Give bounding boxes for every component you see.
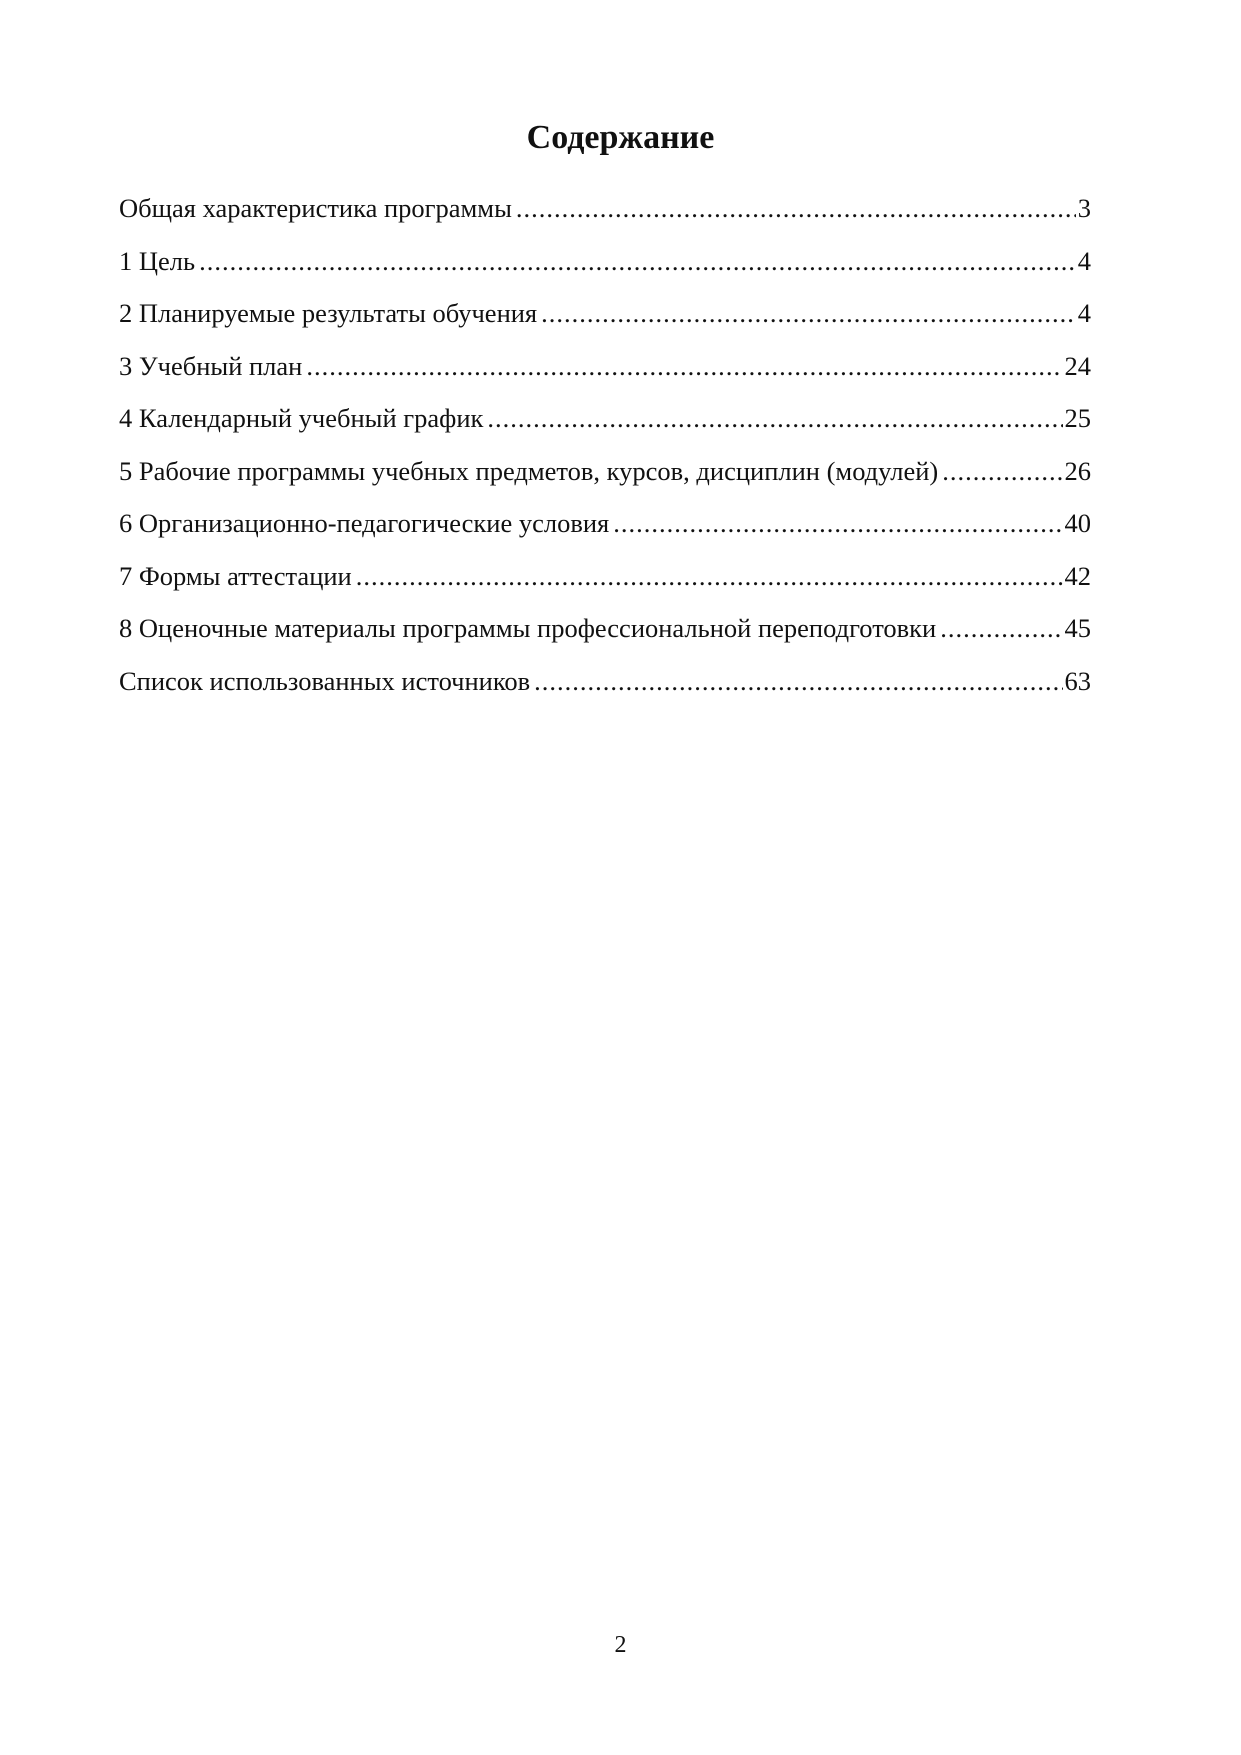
toc-entry-page: 25 <box>1064 403 1091 433</box>
toc-entry[interactable] <box>119 665 1091 718</box>
toc-entry-text: 4 Календарный учебный график <box>119 403 484 433</box>
toc-entry-page: 3 <box>1077 193 1091 223</box>
toc-entry-page: 4 <box>1077 298 1091 328</box>
toc-entry-page: 24 <box>1064 350 1091 381</box>
toc-leader-dots <box>356 560 1063 592</box>
toc-entry-page: 45 <box>1064 613 1091 643</box>
toc-leader-dots <box>487 402 1062 434</box>
toc-entry-text: 7 Формы аттестации <box>119 560 352 591</box>
toc-leader-dots <box>940 612 1062 644</box>
toc-entry[interactable] <box>119 455 1091 508</box>
toc-entry-text: Список использованных источников <box>119 665 531 696</box>
toc-entry[interactable] <box>119 245 1091 298</box>
toc-entry-page: 40 <box>1064 508 1091 538</box>
toc-entry[interactable] <box>119 507 1091 560</box>
toc-leader-dots <box>942 455 1062 487</box>
toc-entry-page: 4 <box>1077 245 1091 276</box>
toc-leader-dots <box>516 192 1076 224</box>
toc-entry-text: 5 Рабочие программы учебных предметов, курсов, дисциплин (модулей) <box>119 455 939 486</box>
toc-entry-text: Общая характеристика программы <box>119 193 512 223</box>
toc-entry-text: 6 Организационно-педагогические условия <box>119 508 610 538</box>
toc-entry-text: 1 Цель <box>119 245 196 276</box>
toc-entry[interactable] <box>119 297 1091 350</box>
toc-entry-page: 26 <box>1064 455 1091 486</box>
toc-entry[interactable] <box>119 612 1091 665</box>
toc-leader-dots <box>306 350 1062 382</box>
page-number: 2 <box>614 1632 627 1658</box>
toc-entry-text: 8 Оценочные материалы программы профессиональной переподготовки <box>119 613 937 643</box>
toc-entry[interactable] <box>119 350 1091 403</box>
toc-entry[interactable] <box>119 560 1091 613</box>
toc-entry-text: 2 Планируемые результаты обучения <box>119 298 538 328</box>
toc-leader-dots <box>199 245 1076 277</box>
toc-leader-dots <box>613 507 1062 539</box>
toc-entry-page: 63 <box>1064 665 1091 696</box>
toc-entry-text: 3 Учебный план <box>119 350 303 381</box>
toc-entry-page: 42 <box>1064 560 1091 591</box>
toc-leader-dots <box>534 665 1062 697</box>
toc-leader-dots <box>541 297 1076 329</box>
page-title: Содержание <box>526 119 715 156</box>
table-of-contents <box>119 192 1091 717</box>
toc-entry[interactable] <box>119 402 1091 455</box>
toc-entry[interactable] <box>119 192 1091 245</box>
